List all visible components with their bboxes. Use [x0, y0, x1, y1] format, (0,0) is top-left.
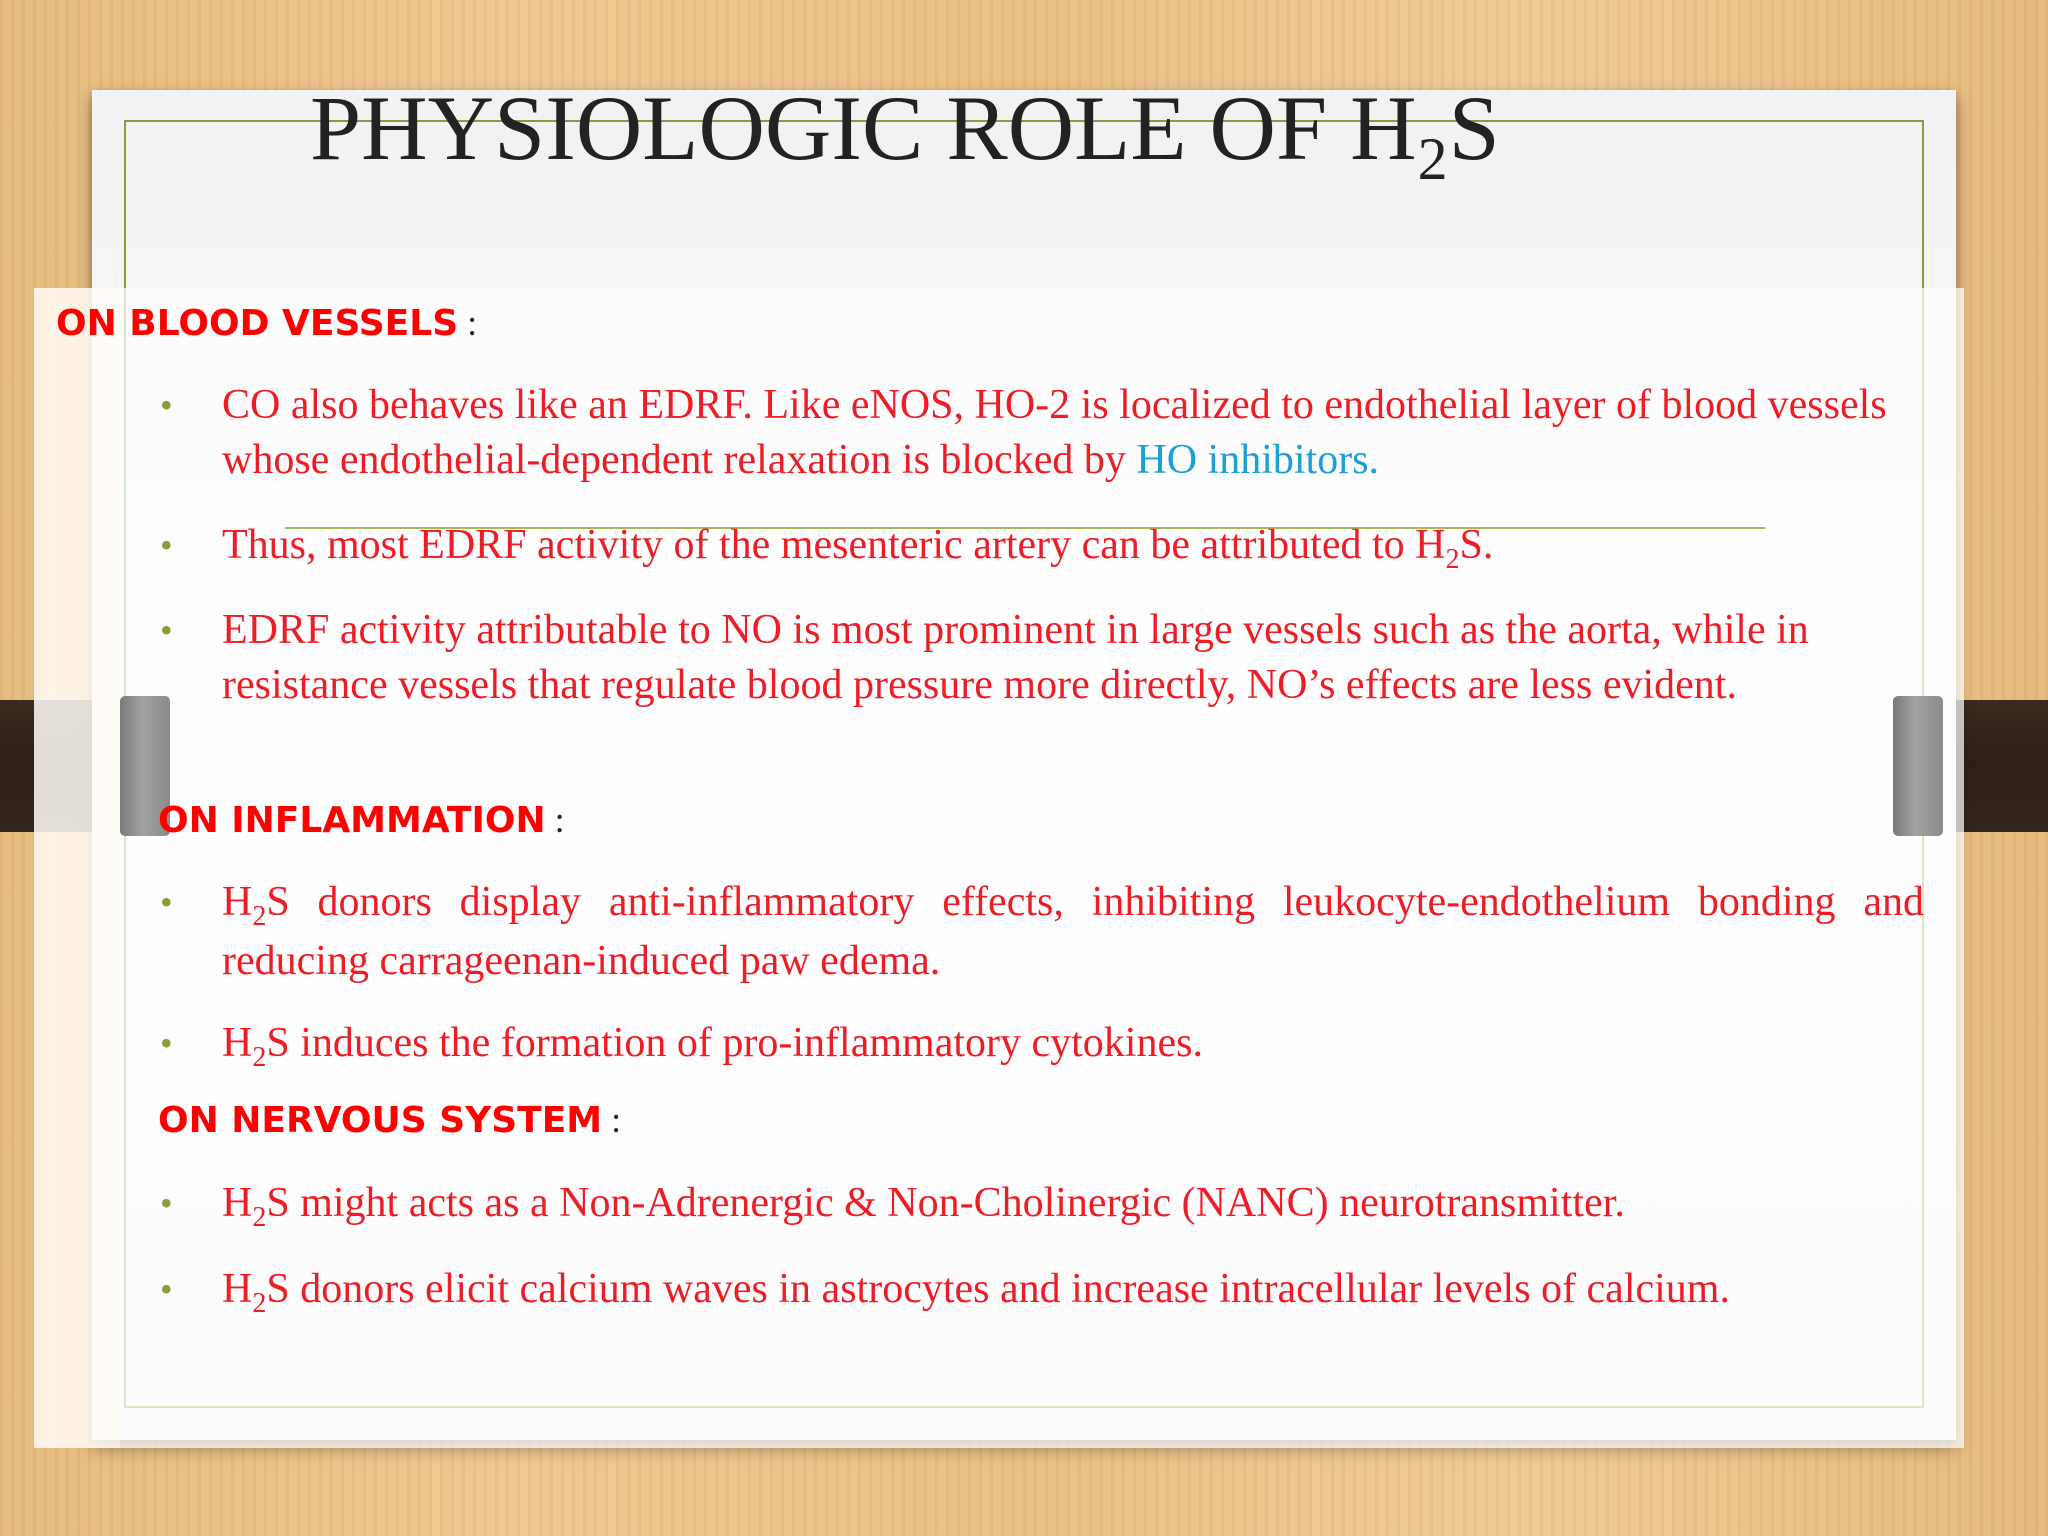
bullet-dot-icon: •	[160, 525, 173, 565]
bullet-text: EDRF activity attributable to NO is most prominent in large vessels such as the aorta, while in resistance vessels that regulate blood pressure more directly, NO’s effects are less evident.	[222, 607, 1809, 708]
bullet-text-pre: H	[222, 1266, 253, 1312]
bullet-text-post: S induces the formation of pro-inflammatory cytokines.	[266, 1020, 1203, 1066]
title-main: PHYSIOLOGIC ROLE OF H	[310, 77, 1417, 179]
bullet-text: CO also behaves like an EDRF. Like eNOS, HO-2 is localized to endothelial layer of blood vessels whose endothelial-dependent relaxation is blocked by	[222, 382, 1887, 483]
subscript: 2	[252, 1288, 267, 1319]
bullet-dot-icon: •	[160, 1023, 173, 1063]
subscript: 2	[1445, 544, 1460, 575]
title-end: S	[1448, 77, 1500, 179]
section-heading-text: ON NERVOUS SYSTEM	[158, 1100, 603, 1141]
ho-inhibitors-highlight: HO inhibitors.	[1136, 437, 1380, 483]
bullet-text-post: S might acts as a Non-Adrenergic & Non-Cholinergic (NANC) neurotransmitter.	[266, 1180, 1625, 1226]
bullet-h2s-donors-inflammatory	[160, 875, 1924, 989]
slide-title	[310, 77, 1500, 192]
bullet-dot-icon: •	[160, 385, 173, 425]
bullet-mesenteric-artery	[160, 518, 1922, 577]
subscript: 2	[252, 1202, 267, 1233]
bullet-text-post: S donors elicit calcium waves in astrocytes and increase intracellular levels of calcium.	[266, 1266, 1730, 1312]
section-heading-colon: :	[602, 1100, 622, 1140]
bullet-dot-icon: •	[160, 1269, 173, 1309]
bullet-h2s-cytokines	[160, 1016, 1922, 1075]
bullet-co-edrf	[160, 378, 1922, 488]
right-clip-icon	[1893, 696, 1943, 836]
section-heading-text: ON INFLAMMATION	[158, 800, 546, 841]
bullet-text-pre: H	[222, 879, 253, 925]
bullet-h2s-calcium	[160, 1262, 1918, 1321]
bullet-h2s-nanc	[160, 1176, 1922, 1235]
subscript: 2	[252, 1042, 267, 1073]
bullet-dot-icon: •	[160, 882, 173, 922]
title-subscript: 2	[1417, 126, 1448, 192]
bullet-dot-icon: •	[160, 1183, 173, 1223]
content-overlay-edge	[34, 288, 120, 1448]
section-heading-blood-vessels	[56, 305, 477, 342]
bullet-dot-icon: •	[160, 610, 173, 650]
section-heading-inflammation	[158, 802, 565, 839]
bullet-text-post: S.	[1459, 522, 1494, 568]
section-heading-text: ON BLOOD VESSELS	[56, 303, 459, 344]
bullet-text-post: S donors display anti-inflammatory effects, inhibiting leukocyte-endothelium bonding and reducing carrageenan-induced paw edema.	[222, 879, 1924, 984]
bullet-text-pre: Thus, most EDRF activity of the mesenteric artery can be attributed to H	[222, 522, 1446, 568]
section-heading-nervous-system	[158, 1102, 621, 1139]
subscript: 2	[252, 901, 267, 932]
bullet-text-pre: H	[222, 1020, 253, 1066]
bullet-edrf-no	[160, 603, 1842, 713]
section-heading-colon: :	[545, 800, 565, 840]
section-heading-colon: :	[458, 303, 478, 343]
bullet-text-pre: H	[222, 1180, 253, 1226]
